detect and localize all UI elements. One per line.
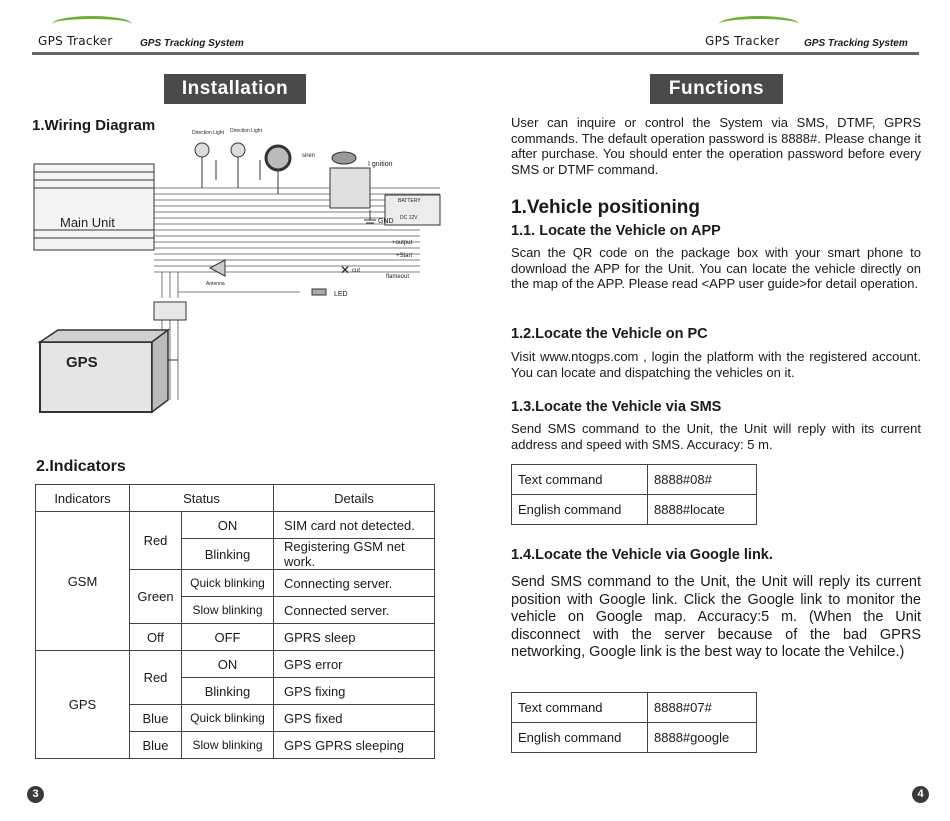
left-header [0,14,475,56]
status-cell: Quick blinking [182,570,274,597]
command-label-cell: Text command [512,465,648,495]
gps-red-cell: Red [130,651,182,705]
page-number-right: 4 [912,786,929,803]
sms-command-table [511,464,757,525]
table-row [36,512,435,539]
gps-blue-cell: Blue [130,705,182,732]
label-dc: DC 12V [400,215,418,221]
label-flameout: flameout [386,274,410,280]
detail-cell: Registering GSM net work. [274,539,435,570]
google-heading: 1.4.Locate the Vehicle via Google link. [511,547,773,563]
intro-paragraph: User can inquire or control the System via SMS, DTMF, GPRS commands. The default operation password is 8888#. Please change it after purchase. You should enter the operation password before every SMS or DTMF command. [511,115,921,177]
app-paragraph: Scan the QR code on the package box with your smart phone to download the APP for the Unit. You can locate the vehicle directly on the map of the APP. Please read <APP user guide>for detail operation. [511,245,921,291]
detail-cell: GPRS sleep [274,624,435,651]
table-row [36,651,435,678]
pc-paragraph: Visit www.ntogps.com , login the platform with the registered account. You can locate and dispatching the vehicles on it. [511,349,921,380]
ignition-key-icon [332,152,356,164]
wiring-diagram [0,120,475,420]
label-gps: GPS [66,354,98,371]
header-subtitle: GPS Tracking System [140,38,244,49]
header-rule [475,52,919,55]
right-page [475,0,950,821]
command-label-cell: English command [512,495,648,525]
pc-heading: 1.2.Locate the Vehicle on PC [511,326,708,342]
status-cell: Quick blinking [182,705,274,732]
gps-blue-cell: Blue [130,732,182,759]
gps-cell: GPS [36,651,130,759]
table-row [512,495,757,525]
status-cell: Blinking [182,539,274,570]
label-antenna: Antenna [206,281,225,287]
direction-light-1-icon [195,143,209,157]
command-label-cell: English command [512,723,648,753]
status-cell: Slow blinking [182,597,274,624]
brand-name: GPS Tracker [705,34,780,48]
detail-cell: GPS fixed [274,705,435,732]
table-row [512,693,757,723]
wiring-title: 1.Wiring Diagram [32,117,156,134]
sms-paragraph: Send SMS command to the Unit, the Unit will reply with its current address and speed with SMS. Accuracy: 5 m. [511,421,921,452]
detail-cell: Connecting server. [274,570,435,597]
detail-cell: SIM card not detected. [274,512,435,539]
brand-logo [701,14,821,52]
google-paragraph: Send SMS command to the Unit, the Unit will reply its current position with Google link. Click the Google link to monitor the vehicle on Google map. Accuracy:5 m. (When the Unit disconnect with the server because of the bad GPRS networking, Google link is the best way to locate the Vehilce.) [511,574,921,660]
brand-name: GPS Tracker [38,34,113,48]
label-led: LED [334,291,348,298]
direction-light-2-icon [231,143,245,157]
detail-cell: GPS fixing [274,678,435,705]
indicators-title: 2.Indicators [36,458,126,475]
detail-cell: Connected server. [274,597,435,624]
cut-x-icon: ✕ [340,263,351,277]
page-number-left: 3 [27,786,44,803]
header-status: Status [130,485,274,512]
detail-cell: GPS GPRS sleeping [274,732,435,759]
car-arc-icon [52,16,132,32]
label-start: +Start [396,253,413,259]
command-value-cell: 8888#locate [648,495,757,525]
gsm-green-cell: Green [130,570,182,624]
header-subtitle: GPS Tracking System [804,38,908,49]
label-output: +output [392,240,413,246]
label-battery: BATTERY [398,198,421,204]
indicators-table [35,484,435,759]
sms-heading: 1.3.Locate the Vehicle via SMS [511,399,722,415]
label-siren: siren [302,153,316,159]
gsm-cell: GSM [36,512,130,651]
car-arc-icon [719,16,799,32]
ignition-box [330,168,370,208]
label-cut: cut [352,268,361,274]
status-cell: Blinking [182,678,274,705]
header-details: Details [274,485,435,512]
command-value-cell: 8888#08# [648,465,757,495]
label-direction-light-2: Direction Light [230,128,262,134]
gsm-off-cell: Off [130,624,182,651]
table-row [512,465,757,495]
main-unit-box [34,164,154,250]
label-ignition: I gnition [368,161,393,168]
label-gnd: GND [378,218,394,225]
led-icon [312,289,326,295]
gps-module-box [40,342,152,412]
command-value-cell: 8888#07# [648,693,757,723]
table-row [512,723,757,753]
siren-icon [266,146,290,170]
functions-banner: Functions [650,74,783,104]
installation-banner: Installation [164,74,306,104]
antenna-icon [210,260,225,276]
table-header-row [36,485,435,512]
command-label-cell: Text command [512,693,648,723]
brand-logo [34,14,154,52]
gsm-red-cell: Red [130,512,182,570]
header-rule [32,52,475,55]
label-direction-light-1: Direction Light [192,130,224,136]
relay-box [154,302,186,320]
detail-cell: GPS error [274,651,435,678]
app-heading: 1.1. Locate the Vehicle on APP [511,223,721,239]
label-main-unit: Main Unit [60,215,115,230]
status-cell: OFF [182,624,274,651]
command-value-cell: 8888#google [648,723,757,753]
status-cell: ON [182,651,274,678]
google-command-table [511,692,757,753]
status-cell: Slow blinking [182,732,274,759]
vehicle-positioning-heading: 1.Vehicle positioning [511,197,700,218]
status-cell: ON [182,512,274,539]
right-header [475,14,950,56]
header-indicators: Indicators [36,485,130,512]
